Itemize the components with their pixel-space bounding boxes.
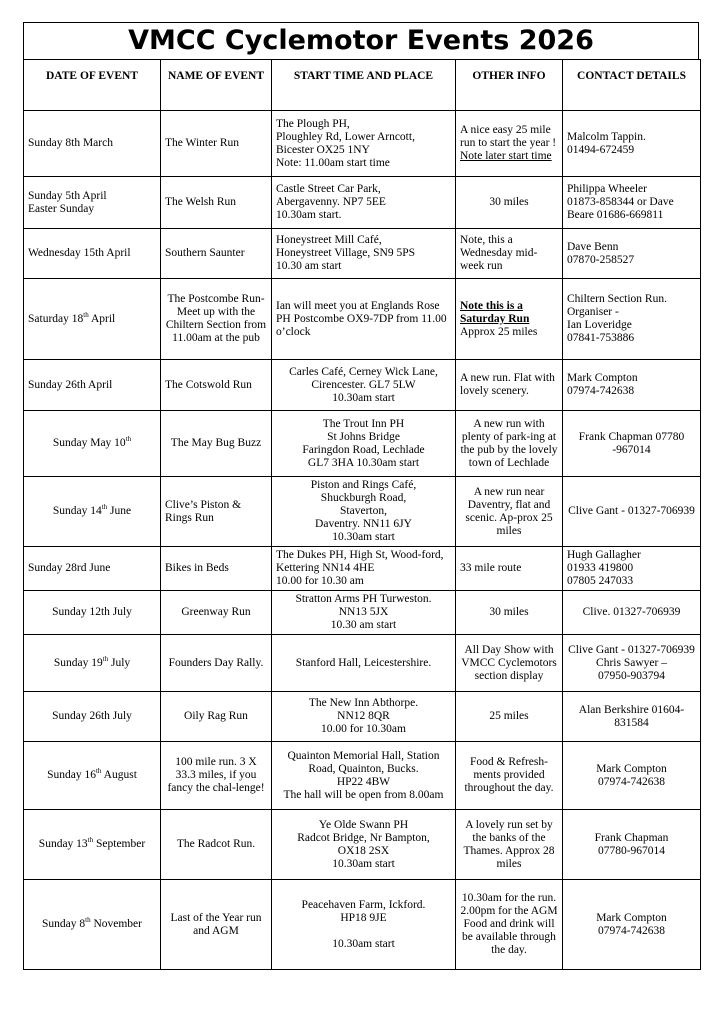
event-date xyxy=(24,477,161,547)
event-date xyxy=(24,411,161,477)
date-main: Sunday 16 xyxy=(47,769,96,781)
cell-line: Food and drink will be available through the day. xyxy=(462,918,556,956)
event-info xyxy=(456,547,563,591)
cell-line: St Johns Bridge xyxy=(327,430,400,443)
cell-line: Carles Café, Cerney Wick Lane, xyxy=(289,365,438,378)
date-month: June xyxy=(107,505,132,517)
event-contact xyxy=(563,742,701,810)
event-info xyxy=(456,692,563,742)
cell-line: Stratton Arms PH Turweston. xyxy=(295,593,432,605)
cell-line: Honeystreet Village, SN9 5PS xyxy=(276,247,416,259)
event-date xyxy=(24,229,161,279)
event-place xyxy=(272,591,456,635)
cell-line: Bicester OX25 1NY xyxy=(276,143,370,156)
event-place xyxy=(272,360,456,411)
cell-line: 07974-742638 xyxy=(567,385,635,397)
cell-line: Piston and Rings Café, xyxy=(310,479,417,491)
event-date xyxy=(24,880,161,970)
date-suffix: th xyxy=(101,503,108,512)
cell-line: 100 mile run. 3 X 33.3 miles, if you fancy the chal-lenge! xyxy=(167,756,265,794)
event-contact xyxy=(563,477,701,547)
cell-line: Oily Rag Run xyxy=(184,710,248,722)
cell-line: Southern Saunter xyxy=(165,247,245,259)
table-row xyxy=(24,692,701,742)
event-place xyxy=(272,547,456,591)
date-suffix: th xyxy=(83,310,89,319)
cell-line: Meet up with the Chiltern Section from 11.00am at the pub xyxy=(165,306,267,344)
table-row xyxy=(24,411,701,477)
cell-line: All Day Show with VMCC Cyclemotors section display xyxy=(461,643,557,682)
cell-line: 07974-742638 xyxy=(597,775,666,788)
event-place xyxy=(272,229,456,279)
table-row xyxy=(24,810,701,880)
cell-line: Sunday 8th March xyxy=(28,137,113,149)
table-row xyxy=(24,547,701,591)
cell-line: 10.00 for 10.30am xyxy=(321,723,406,735)
cell-line: The Winter Run xyxy=(165,137,240,149)
date-main: Sunday May 10 xyxy=(52,437,126,449)
header-date: DATE OF EVENT xyxy=(24,60,161,111)
event-contact xyxy=(563,591,701,635)
date-month: April xyxy=(88,312,116,325)
table-row xyxy=(24,111,701,177)
event-info xyxy=(456,360,563,411)
header-contact: CONTACT DETAILS xyxy=(563,60,701,111)
event-place xyxy=(272,692,456,742)
cell-line: The New Inn Abthorpe. xyxy=(308,697,419,709)
event-place xyxy=(272,411,456,477)
event-name xyxy=(161,360,272,411)
table-row xyxy=(24,880,701,970)
event-date xyxy=(24,177,161,229)
event-name xyxy=(161,742,272,810)
events-body xyxy=(24,111,701,970)
event-name xyxy=(161,692,272,742)
table-row xyxy=(24,229,701,279)
cell-line: Chiltern Section Run. xyxy=(567,293,667,305)
cell-line: 01873-858344 or Dave Beare 01686-669811 xyxy=(567,196,674,221)
cell-line: Clive Gant - 01327-706939 xyxy=(568,643,695,656)
table-row xyxy=(24,635,701,692)
cell-line: 10.30am start xyxy=(332,937,395,950)
date-month: July xyxy=(108,656,131,669)
event-place xyxy=(272,810,456,880)
cell-line: Note later start time xyxy=(460,150,552,162)
cell-line: Greenway Run xyxy=(181,606,251,618)
date-main: Saturday 18 xyxy=(28,312,84,325)
cell-line: Ian Loveridge xyxy=(567,319,632,331)
cell-line: Sunday 26th July xyxy=(52,710,132,722)
cell-line: Honeystreet Mill Café, xyxy=(276,234,382,246)
cell-line: Clive’s Piston & Rings Run xyxy=(165,498,242,524)
event-place xyxy=(272,177,456,229)
event-name xyxy=(161,547,272,591)
date-main: Sunday 14 xyxy=(52,505,102,517)
cell-line: Abergavenny. NP7 5EE xyxy=(276,196,386,208)
cell-line: 10.30am start xyxy=(332,531,395,543)
cell-line: Founders Day Rally. xyxy=(168,656,264,669)
cell-line: The Dukes PH, High St, Wood-ford, Kettering NN14 4HE xyxy=(276,549,444,574)
cell-line: 01494-672459 xyxy=(567,143,635,156)
cell-line: Quainton Memorial Hall, Station Road, Quainton, Bucks. xyxy=(287,749,440,775)
cell-line: HP18 9JE xyxy=(340,911,387,924)
date-month: November xyxy=(90,918,142,930)
cell-line: Wednesday 15th April xyxy=(28,247,131,259)
event-name xyxy=(161,477,272,547)
event-info xyxy=(456,742,563,810)
event-info xyxy=(456,111,563,177)
header-name: NAME OF EVENT xyxy=(161,60,272,111)
event-info xyxy=(456,635,563,692)
cell-line: The Trout Inn PH xyxy=(322,417,405,430)
event-contact xyxy=(563,360,701,411)
cell-line: Philippa Wheeler xyxy=(567,183,647,195)
event-date xyxy=(24,692,161,742)
event-name xyxy=(161,880,272,970)
cell-line: Organiser - xyxy=(567,306,619,318)
cell-line: The Plough PH, xyxy=(276,117,350,130)
cell-line: Stanford Hall, Leicestershire. xyxy=(295,656,432,669)
event-date xyxy=(24,360,161,411)
cell-line: 10.30am start xyxy=(332,391,395,404)
cell-line: Ian will meet you at Englands Rose PH Postcombe OX9-7DP from 11.00 o’clock xyxy=(276,299,447,338)
cell-line: 07950-903794 xyxy=(597,669,666,682)
event-name xyxy=(161,411,272,477)
event-contact xyxy=(563,692,701,742)
cell-line: Approx 25 miles xyxy=(460,325,538,338)
cell-line: The hall will be open from 8.00am xyxy=(283,788,444,801)
cell-line: Food & Refresh-ments provided throughout the day. xyxy=(464,756,554,794)
event-date xyxy=(24,111,161,177)
page-title: VMCC Cyclemotor Events 2026 xyxy=(23,22,699,59)
event-contact xyxy=(563,229,701,279)
event-info xyxy=(456,810,563,880)
table-row xyxy=(24,477,701,547)
cell-line: The Postcombe Run- xyxy=(167,293,265,305)
event-name xyxy=(161,810,272,880)
cell-line: Ye Olde Swann PH xyxy=(318,818,409,831)
cell-line: 07841-753886 xyxy=(567,332,635,344)
event-info xyxy=(456,477,563,547)
events-sheet xyxy=(23,22,699,970)
date-suffix: th xyxy=(95,767,102,776)
header-info: OTHER INFO xyxy=(456,60,563,111)
event-name xyxy=(161,229,272,279)
cell-line: Clive Gant - 01327-706939 xyxy=(568,505,695,517)
cell-line: GL7 3HA 10.30am start xyxy=(307,456,420,469)
date-month: August xyxy=(101,769,137,781)
cell-line: Ploughley Rd, Lower Arncott, xyxy=(276,130,415,143)
cell-line: 30 miles xyxy=(489,606,529,618)
cell-line: Shuckburgh Road, xyxy=(320,492,407,504)
event-place xyxy=(272,477,456,547)
cell-line xyxy=(276,925,451,938)
header-row xyxy=(24,60,701,111)
event-contact xyxy=(563,279,701,360)
event-date xyxy=(24,635,161,692)
event-place xyxy=(272,279,456,360)
cell-line: The Cotswold Run xyxy=(165,378,252,391)
cell-line: Sunday 28rd June xyxy=(28,562,111,574)
date-suffix: th xyxy=(85,916,91,925)
events-table xyxy=(23,59,701,970)
cell-line: Note: 11.00am start time xyxy=(276,156,390,169)
cell-line: The May Bug Buzz xyxy=(170,437,262,449)
table-row xyxy=(24,360,701,411)
event-contact xyxy=(563,111,701,177)
cell-line: Mark Compton xyxy=(596,911,667,924)
table-row xyxy=(24,177,701,229)
cell-line: The Welsh Run xyxy=(165,196,237,208)
event-contact xyxy=(563,547,701,591)
cell-line: 25 miles xyxy=(489,710,529,722)
event-place xyxy=(272,880,456,970)
date-suffix: th xyxy=(87,836,94,845)
cell-line: 33 mile route xyxy=(460,562,522,574)
cell-line: Peacehaven Farm, Ickford. xyxy=(301,898,426,911)
cell-line: Staverton, xyxy=(340,505,387,517)
date-suffix: th xyxy=(125,435,132,444)
cell-line: Frank Chapman xyxy=(594,831,669,844)
event-date xyxy=(24,547,161,591)
event-date xyxy=(24,810,161,880)
table-row xyxy=(24,591,701,635)
cell-line: A new run. Flat with lovely scenery. xyxy=(460,372,555,397)
cell-line: Cirencester. GL7 5LW xyxy=(311,378,416,391)
cell-line: 07974-742638 xyxy=(597,924,666,937)
cell-line: Easter Sunday xyxy=(28,202,95,215)
cell-line: 07805 247033 xyxy=(567,575,634,587)
date-main: Sunday 13 xyxy=(38,838,88,850)
cell-line: Clive. 01327-706939 xyxy=(582,606,681,618)
event-date xyxy=(24,279,161,360)
date-main: Sunday 8 xyxy=(42,918,86,930)
cell-line: Alan Berkshire 01604-831584 xyxy=(578,703,685,729)
cell-line: NN12 8QR xyxy=(337,710,390,722)
cell-line: Dave Benn xyxy=(567,240,619,253)
date-main: Sunday 19 xyxy=(53,656,103,669)
header-place: START TIME AND PLACE xyxy=(272,60,456,111)
cell-line: A new run near Daventry, flat and scenic. Ap-prox 25 miles xyxy=(465,485,553,537)
event-name xyxy=(161,111,272,177)
cell-line: Frank Chapman 07780 -967014 xyxy=(578,430,685,456)
event-date xyxy=(24,742,161,810)
table-row xyxy=(24,279,701,360)
table-row xyxy=(24,742,701,810)
event-place xyxy=(272,742,456,810)
event-contact xyxy=(563,411,701,477)
event-name xyxy=(161,591,272,635)
cell-line: Chris Sawyer – xyxy=(596,656,667,669)
cell-line: Mark Compton xyxy=(567,372,638,384)
cell-line: Last of the Year run and AGM xyxy=(170,911,262,937)
cell-line: 01933 419800 xyxy=(567,562,634,574)
event-date xyxy=(24,591,161,635)
cell-line: Castle Street Car Park, xyxy=(276,183,381,195)
event-contact xyxy=(563,880,701,970)
cell-line: Note, this a Wednesday mid-week run xyxy=(460,234,538,272)
cell-line: 10.30am start. xyxy=(276,209,342,221)
event-info xyxy=(456,177,563,229)
event-info xyxy=(456,229,563,279)
cell-line: A new run with plenty of park-ing at the pub by the lovely town of Lechlade xyxy=(460,417,558,469)
cell-line: Note this is a Saturday Run xyxy=(460,299,530,325)
cell-line: 10.30 am start xyxy=(330,619,397,631)
event-name xyxy=(161,279,272,360)
event-info xyxy=(456,880,563,970)
event-place xyxy=(272,111,456,177)
cell-line: OX18 2SX xyxy=(337,844,390,857)
cell-line: 30 miles xyxy=(489,196,529,208)
cell-line: Faringdon Road, Lechlade xyxy=(302,443,425,456)
date-suffix: th xyxy=(102,654,109,663)
cell-line: Mark Compton xyxy=(596,762,667,775)
cell-line: 10.30 am start xyxy=(276,260,342,272)
cell-line: 07780-967014 xyxy=(597,844,666,857)
cell-line: NN13 5JX xyxy=(338,606,389,618)
event-contact xyxy=(563,635,701,692)
cell-line: 10.30am for the run. 2.00pm for the AGM xyxy=(460,892,558,917)
event-info xyxy=(456,591,563,635)
event-contact xyxy=(563,177,701,229)
event-info xyxy=(456,411,563,477)
cell-line: 10.00 for 10.30 am xyxy=(276,575,364,587)
cell-line: Bikes in Beds xyxy=(165,562,229,574)
event-place xyxy=(272,635,456,692)
event-contact xyxy=(563,810,701,880)
cell-line: 07870-258527 xyxy=(567,253,635,266)
cell-line: Daventry. NN11 6JY xyxy=(315,518,412,530)
cell-line: 10.30am start xyxy=(332,857,395,870)
cell-line: A nice easy 25 mile run to start the year ! xyxy=(460,124,557,149)
cell-line: A lovely run set by the banks of the Thames. Approx 28 miles xyxy=(463,818,555,870)
cell-line: Hugh Gallagher xyxy=(567,549,641,561)
date-month: September xyxy=(93,838,146,850)
cell-line: Sunday 26th April xyxy=(28,378,113,391)
cell-line: Sunday 12th July xyxy=(52,606,132,618)
event-name xyxy=(161,635,272,692)
event-info xyxy=(456,279,563,360)
cell-line: Radcot Bridge, Nr Bampton, xyxy=(297,831,430,844)
cell-line: Sunday 5th April xyxy=(28,189,107,202)
cell-line: HP22 4BW xyxy=(336,775,391,788)
cell-line: The Radcot Run. xyxy=(176,838,256,850)
event-name xyxy=(161,177,272,229)
cell-line: Malcolm Tappin. xyxy=(567,130,646,143)
